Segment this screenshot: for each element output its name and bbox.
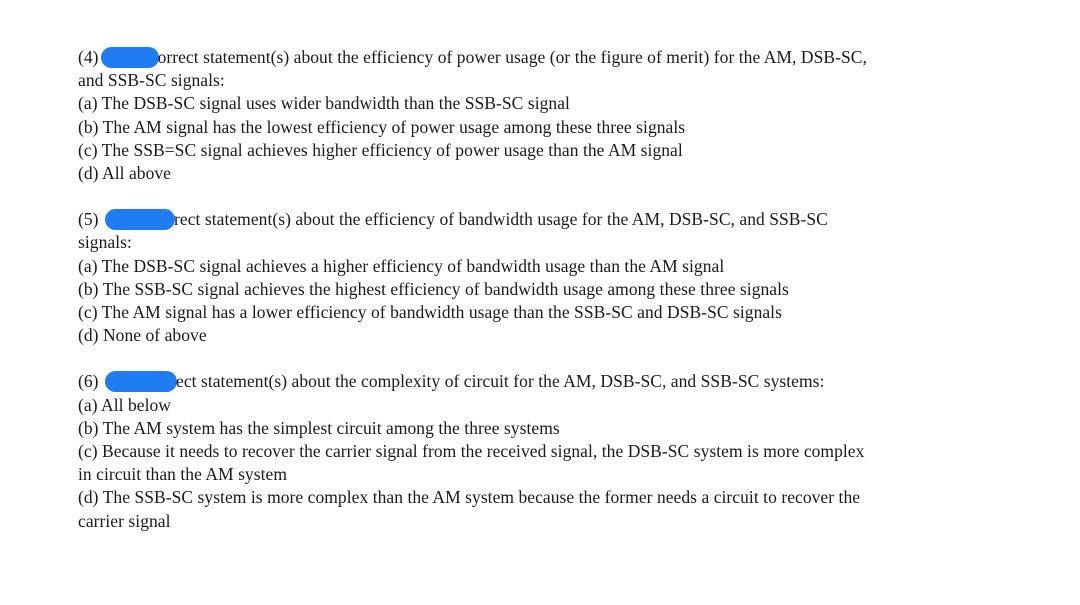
question-6-number: (6)	[78, 371, 99, 392]
question-6-option-d: (d) The SSB-SC system is more complex than the AM system because the former needs a circuit to recover the	[78, 487, 861, 508]
question-6-stem-text: ect statement(s) about the complexity of circuit for the AM, DSB-SC, and SSB-SC systems:	[176, 371, 825, 392]
question-5-option-c: (c) The AM signal has a lower efficiency of bandwidth usage than the SSB-SC and DSB-SC signals	[78, 302, 782, 323]
question-6-option-d-continuation: carrier signal	[78, 510, 171, 531]
question-5-option-a: (a) The DSB-SC signal achieves a higher efficiency of bandwidth usage than the AM signal	[78, 255, 725, 276]
question-4-option-c: (c) The SSB=SC signal achieves higher efficiency of power usage than the AM signal	[78, 139, 683, 160]
question-5-option-b: (b) The SSB-SC signal achieves the highest efficiency of bandwidth usage among these three signals	[78, 278, 789, 299]
question-6-option-a: (a) All below	[78, 394, 171, 415]
question-4-number: (4)	[78, 47, 99, 67]
redaction-mark	[101, 47, 159, 68]
question-4-stem-text: orrect statement(s) about the efficiency of power usage (or the figure of merit) for the AM, DSB-SC,	[157, 47, 867, 67]
question-6-option-c: (c) Because it needs to recover the carrier signal from the received signal, the DSB-SC system is more complex	[78, 441, 865, 462]
redaction-mark	[105, 371, 177, 392]
question-5-stem-text: rect statement(s) about the efficiency of bandwidth usage for the AM, DSB-SC, and SSB-SC	[174, 209, 828, 230]
question-6-option-c-continuation: in circuit than the AM system	[78, 464, 287, 485]
question-4-option-a: (a) The DSB-SC signal uses wider bandwidth than the SSB-SC signal	[78, 93, 570, 114]
question-6	[78, 370, 1038, 532]
question-4-option-d: (d) All above	[78, 163, 171, 184]
document-page	[78, 46, 1038, 556]
question-5	[78, 208, 1038, 347]
question-5-stem-continuation: signals:	[78, 232, 132, 253]
question-4	[78, 46, 1038, 185]
question-4-option-b: (b) The AM signal has the lowest efficiency of power usage among these three signals	[78, 116, 686, 137]
question-4-stem-continuation: and SSB-SC signals:	[78, 70, 225, 91]
question-5-number: (5)	[78, 209, 99, 230]
question-5-stem	[78, 208, 1038, 231]
question-5-option-d: (d) None of above	[78, 325, 207, 346]
redaction-mark	[105, 209, 175, 230]
question-6-stem	[78, 370, 1038, 393]
question-6-option-b: (b) The AM system has the simplest circuit among the three systems	[78, 417, 560, 438]
question-4-stem	[78, 46, 1038, 69]
